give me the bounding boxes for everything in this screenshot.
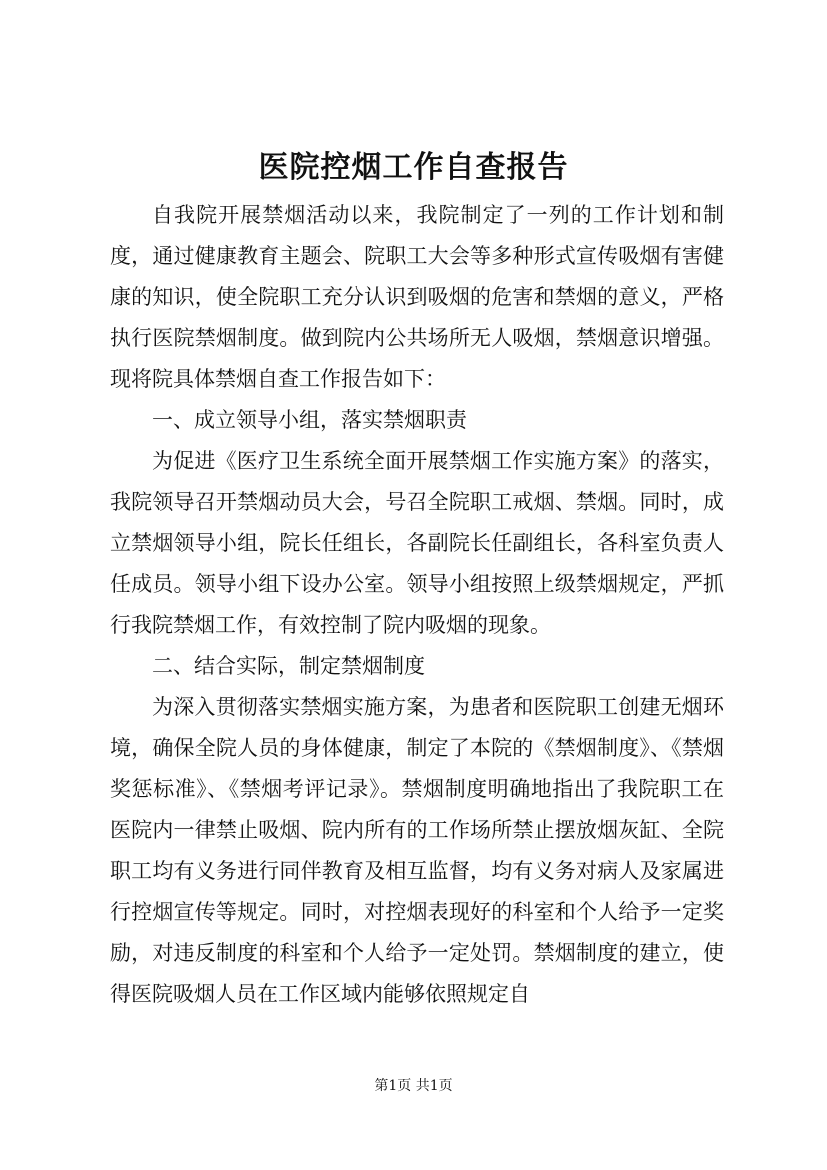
section-1-paragraph: 为促进《医疗卫生系统全面开展禁烟工作实施方案》的落实，我院领导召开禁烟动员大会，号召全院职工戒烟、禁烟。同时，成立禁烟领导小组，院长任组长，各副院长任副组长，各科室负责人任成员。领导小组下设办公室。领导小组按照上级禁烟规定，严抓行我院禁烟工作，有效控制了院内吸烟的现象。	[110, 449, 724, 637]
document-body	[110, 195, 724, 1015]
page-number-footer: 第1页 共1页	[374, 1078, 453, 1094]
section-2-paragraph: 为深入贯彻落实禁烟实施方案，为患者和医院职工创建无烟环境，确保全院人员的身体健康，制定了本院的《禁烟制度》、《禁烟奖惩标准》、《禁烟考评记录》。禁烟制度明确地指出了我院职工在医院内一律禁止吸烟、院内所有的工作场所禁止摆放烟灰缸、全院职工均有义务进行同伴教育及相互监督，均有义务对病人及家属进行控烟宣传等规定。同时，对控烟表现好的科室和个人给予一定奖励，对违反制度的科室和个人给予一定处罚。禁烟制度的建立，使得医院吸烟人员在工作区域内能够依照规定自	[110, 695, 724, 1006]
section-heading-2: 二、结合实际，制定禁烟制度	[152, 654, 425, 678]
intro-paragraph: 自我院开展禁烟活动以来，我院制定了一列的工作计划和制度，通过健康教育主题会、院职工大会等多种形式宣传吸烟有害健康的知识，使全院职工充分认识到吸烟的危害和禁烟的意义，严格执行医院禁烟制度。做到院内公共场所无人吸烟，禁烟意识增强。现将院具体禁烟自查工作报告如下：	[110, 203, 724, 391]
document-title: 医院控烟工作自查报告	[258, 150, 569, 185]
section-heading-1: 一、成立领导小组，落实禁烟职责	[152, 408, 467, 432]
